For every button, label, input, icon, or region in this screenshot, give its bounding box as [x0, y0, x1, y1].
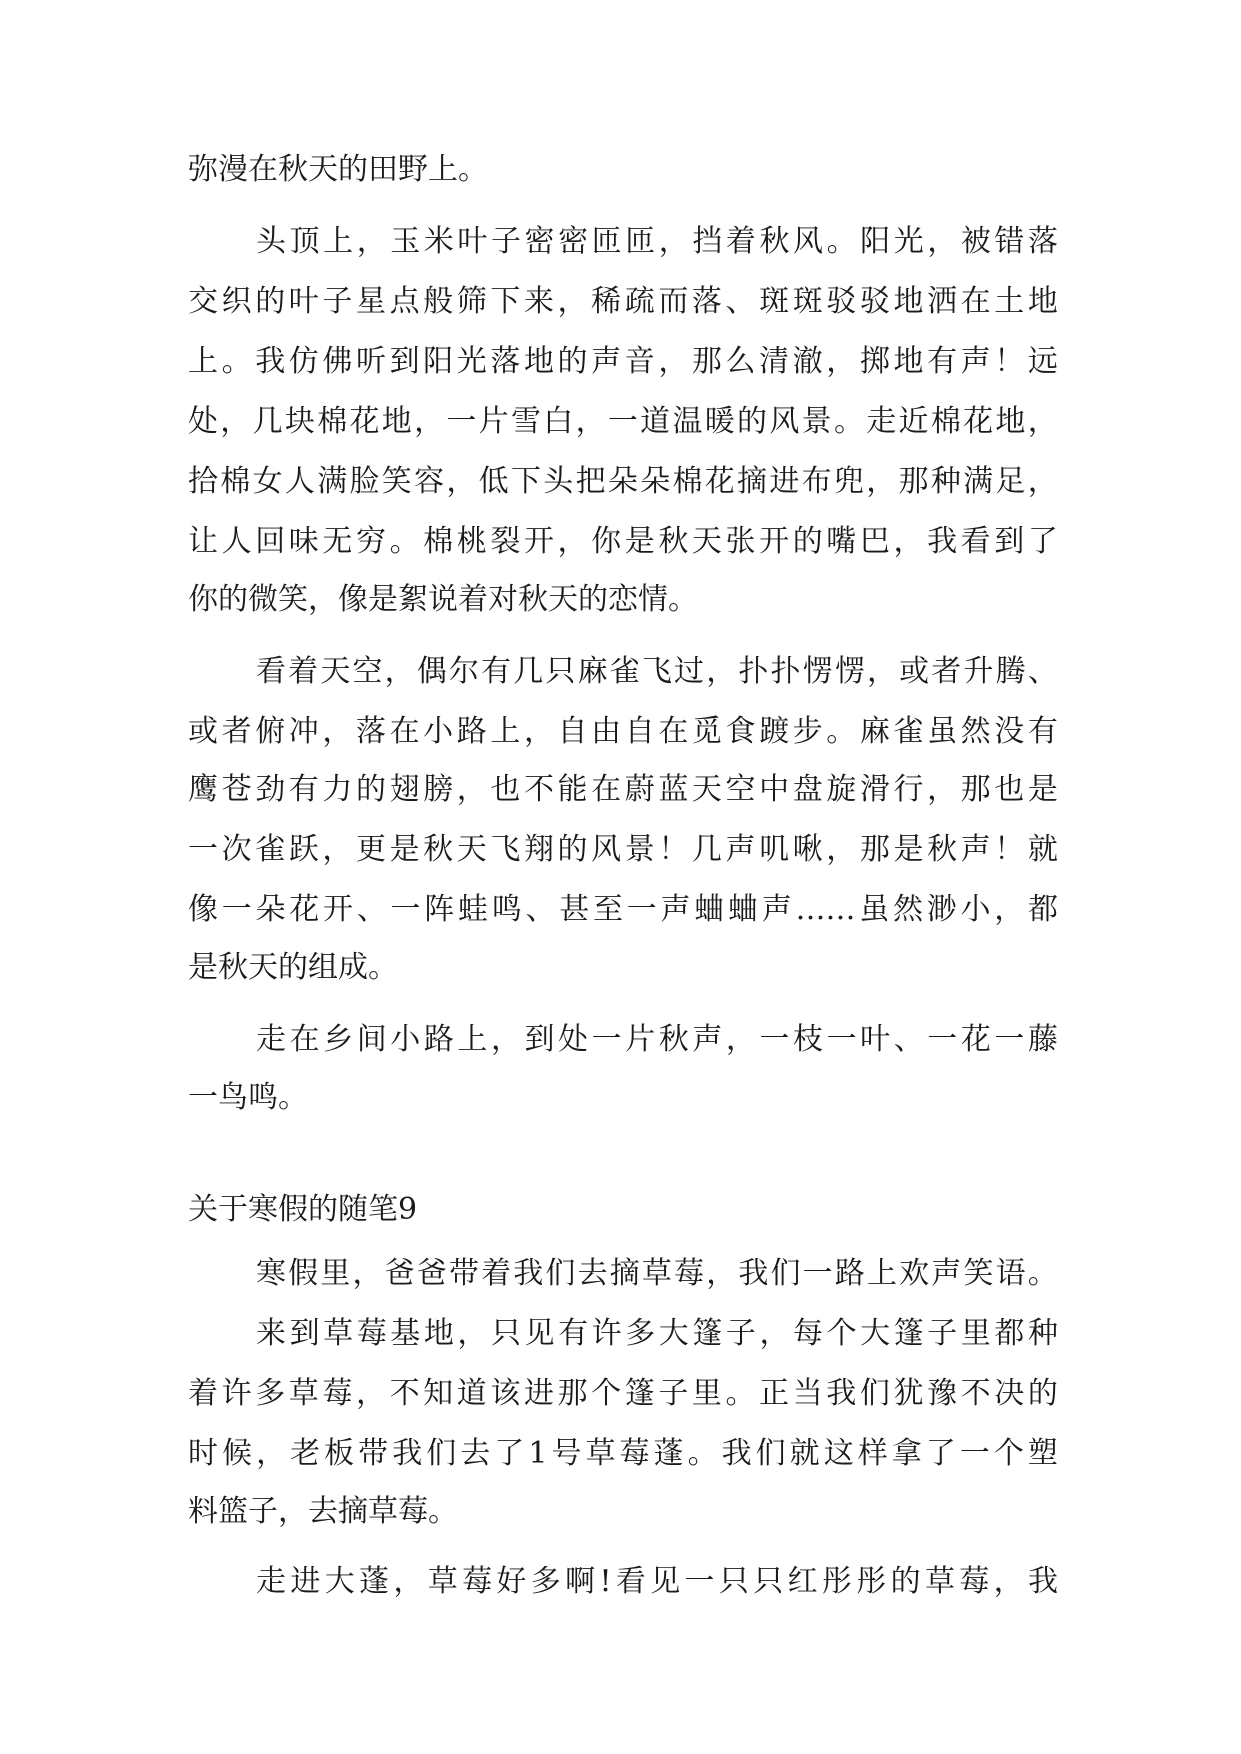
text-line: 上 。 我 仿 佛 听 到 阳 光 落 地 的 声 音 ， 那 么 清 澈 ， 掷 地 有 声 ！ 远 — [188, 344, 1058, 379]
text-line: 弥漫在秋天的田野上。 — [188, 152, 488, 187]
text-line: 你的微笑，像是絮说着对秋天的恋情。 — [188, 582, 698, 617]
text-line: 像 一 朵 花 开 、 一 阵 蛙 鸣 、 甚 至 一 声 蛐 蛐 声 …… 虽 然 渺 小 ， 都 — [188, 892, 1058, 927]
text-line: 料篮子，去摘草莓。 — [188, 1494, 458, 1529]
text-line: 寒 假 里 ， 爸 爸 带 着 我 们 去 摘 草 莓 ， 我 们 一 路 上 欢 声 笑 语 。 — [256, 1256, 1058, 1291]
text-line: 处 ， 几 块 棉 花 地 ， 一 片 雪 白 ， 一 道 温 暖 的 风 景 。 走 近 棉 花 地 ， — [188, 404, 1058, 439]
section-title: 关于寒假的随笔9 — [188, 1192, 418, 1227]
text-line: 来 到 草 莓 基 地 ， 只 见 有 许 多 大 篷 子 ， 每 个 大 篷 子 里 都 种 — [256, 1316, 1058, 1351]
text-line: 一鸟鸣。 — [188, 1080, 308, 1115]
text-line: 看 着 天 空 ， 偶 尔 有 几 只 麻 雀 飞 过 ， 扑 扑 愣 愣 ， 或 者 升 腾 、 — [256, 654, 1058, 689]
text-line: 是秋天的组成。 — [188, 950, 398, 985]
text-line: 鹰 苍 劲 有 力 的 翅 膀 ， 也 不 能 在 蔚 蓝 天 空 中 盘 旋 滑 行 ， 那 也 是 — [188, 772, 1058, 807]
text-line: 交 织 的 叶 子 星 点 般 筛 下 来 ， 稀 疏 而 落 、 斑 斑 驳 驳 地 洒 在 土 地 — [188, 284, 1058, 319]
text-line: 时 候 ， 老 板 带 我 们 去 了 1 号 草 莓 蓬 。 我 们 就 这 样 拿 了 一 个 塑 — [188, 1436, 1058, 1471]
text-line: 拾 棉 女 人 满 脸 笑 容 ， 低 下 头 把 朵 朵 棉 花 摘 进 布 兜 ， 那 种 满 足 ， — [188, 464, 1058, 499]
text-line: 着 许 多 草 莓 ， 不 知 道 该 进 那 个 篷 子 里 。 正 当 我 们 犹 豫 不 决 的 — [188, 1376, 1058, 1411]
text-line: 头 顶 上 ， 玉 米 叶 子 密 密 匝 匝 ， 挡 着 秋 风 。 阳 光 ， 被 错 落 — [256, 224, 1058, 259]
text-line: 走 进 大 蓬 ， 草 莓 好 多 啊 ! 看 见 一 只 只 红 彤 彤 的 草 莓 ， 我 — [256, 1564, 1058, 1599]
text-line: 或 者 俯 冲 ， 落 在 小 路 上 ， 自 由 自 在 觅 食 踱 步 。 麻 雀 虽 然 没 有 — [188, 714, 1058, 749]
text-line: 一 次 雀 跃 ， 更 是 秋 天 飞 翔 的 风 景 ！ 几 声 叽 啾 ， 那 是 秋 声 ！ 就 — [188, 832, 1058, 867]
text-line: 让 人 回 味 无 穷 。 棉 桃 裂 开 ， 你 是 秋 天 张 开 的 嘴 巴 ， 我 看 到 了 — [188, 524, 1058, 559]
text-line: 走 在 乡 间 小 路 上 ， 到 处 一 片 秋 声 ， 一 枝 一 叶 、 一 花 一 藤 — [256, 1022, 1058, 1057]
